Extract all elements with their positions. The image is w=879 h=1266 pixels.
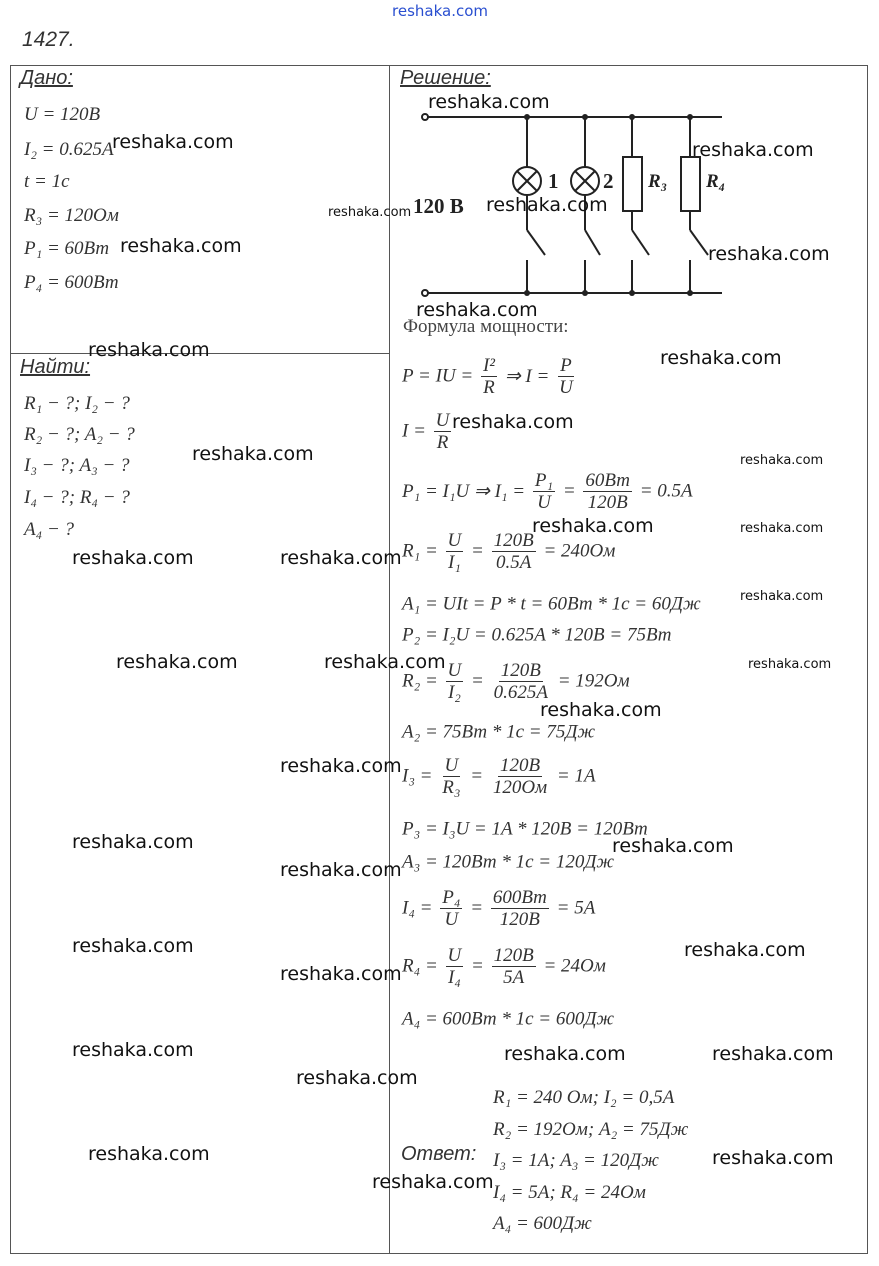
numerator: 600Вт — [492, 887, 547, 908]
fraction — [440, 887, 462, 930]
watermark: reshaka.com — [192, 443, 314, 465]
find-item: I₄ − ?; R₄ − ? — [24, 487, 130, 508]
watermark: reshaka.com — [740, 589, 824, 604]
denominator: 120В — [499, 909, 540, 930]
given-item: P₁ = 60Вт — [24, 238, 110, 259]
formula-line — [402, 818, 648, 841]
numerator: 120В — [493, 945, 534, 966]
formula-text: ⇒ I = — [500, 366, 555, 387]
formula-text: P₂ = I₂U = 0.625A * 120B = 75Вт — [402, 624, 672, 646]
formula-line — [402, 410, 454, 453]
watermark: reshaka.com — [112, 131, 234, 153]
numerator: U — [447, 530, 462, 551]
formula-text: = — [465, 765, 488, 787]
formula-line — [402, 851, 614, 874]
denominator: R — [483, 377, 495, 398]
watermark: reshaka.com — [280, 755, 402, 777]
fraction — [533, 470, 555, 513]
denominator: R₃ — [442, 777, 461, 798]
denominator: U — [444, 909, 459, 930]
fraction — [583, 470, 632, 513]
watermark: reshaka.com — [72, 547, 194, 569]
formula-text: P₁ = I₁U ⇒ I₁ = — [402, 481, 530, 502]
fraction — [446, 945, 464, 988]
watermark: reshaka.com — [612, 835, 734, 857]
find-header: Найти: — [20, 356, 91, 378]
denominator: 0.625A — [493, 682, 548, 703]
watermark: reshaka.com — [280, 547, 402, 569]
numerator: 120В — [500, 660, 541, 681]
formula-line — [402, 887, 595, 930]
formula-text: I₃ = — [402, 765, 438, 787]
given-item: t = 1c — [24, 171, 70, 192]
denominator: I₁ — [447, 552, 461, 573]
formula-text: A₁ = UIt = P * t = 60Вт * 1c = 60Дж — [402, 593, 701, 615]
numerator: U — [447, 660, 462, 681]
watermark: reshaka.com — [120, 235, 242, 257]
numerator: 120В — [499, 755, 541, 776]
formula-text: R₂ = — [402, 670, 443, 692]
voltage-label: 120 В — [413, 194, 464, 218]
formula-line — [402, 355, 578, 398]
denominator: 120Ом — [492, 777, 548, 798]
watermark: reshaka.com — [324, 651, 446, 673]
given-item: U = 120B — [24, 104, 101, 125]
denominator: U — [537, 492, 551, 513]
find-item: R₂ − ?; A₂ − ? — [24, 424, 135, 445]
denominator: I₄ — [447, 967, 461, 988]
answer-label: Ответ: — [401, 1143, 477, 1165]
given-item: I₂ = 0.625A — [24, 139, 114, 160]
denominator: 0.5A — [495, 552, 532, 573]
fraction — [492, 660, 550, 703]
numerator: P — [560, 355, 572, 376]
formula-text: = 1A — [552, 765, 596, 787]
find-item: A₄ − ? — [24, 519, 75, 540]
numerator: 120В — [493, 530, 534, 551]
formula-text: P = IU = — [402, 365, 478, 387]
formula-text: A₄ = 600Вт * 1c = 600Дж — [402, 1008, 615, 1030]
watermark: reshaka.com — [486, 194, 608, 216]
given-item: R₃ = 120Ом — [24, 205, 119, 226]
answer-item: R₁ = 240 Ом; I₂ = 0,5A — [493, 1087, 675, 1108]
formula-text: = — [558, 480, 581, 502]
formula-text: = — [465, 897, 488, 919]
watermark: reshaka.com — [708, 243, 830, 265]
fraction — [491, 887, 549, 930]
watermark: reshaka.com — [72, 831, 194, 853]
fraction — [434, 410, 452, 453]
denominator: 5A — [503, 967, 525, 988]
answer-item: I₄ = 5A; R₄ = 24Ом — [493, 1182, 646, 1203]
fraction — [481, 355, 497, 398]
watermark: reshaka.com — [328, 205, 412, 220]
site-link[interactable]: reshaka.com — [392, 2, 488, 20]
formula-text: = 5A — [551, 897, 596, 919]
formula-text: = — [466, 540, 489, 562]
r4-label: R₄ — [706, 171, 726, 192]
formula-line — [402, 624, 672, 647]
formula-title: Формула мощности: — [403, 316, 569, 337]
watermark: reshaka.com — [684, 939, 806, 961]
watermark: reshaka.com — [740, 521, 824, 536]
numerator: I² — [482, 355, 495, 376]
watermark: reshaka.com — [504, 1043, 626, 1065]
formula-line — [402, 945, 606, 988]
formula-text: R₄ = — [402, 955, 443, 977]
watermark: reshaka.com — [280, 963, 402, 985]
numerator: 60Вт — [585, 470, 630, 491]
denominator: I₂ — [447, 682, 461, 703]
formula-line — [402, 593, 701, 616]
formula-text: = 0.5A — [634, 480, 693, 502]
lamp1-label: 1 — [548, 169, 559, 193]
watermark: reshaka.com — [712, 1147, 834, 1169]
circuit-diagram — [0, 0, 879, 340]
watermark: reshaka.com — [116, 651, 238, 673]
watermark: reshaka.com — [660, 347, 782, 369]
fraction — [557, 355, 575, 398]
fraction — [492, 945, 536, 988]
denominator: U — [559, 377, 573, 398]
formula-line — [402, 1008, 614, 1031]
formula-line — [402, 755, 596, 798]
given-item: P₄ = 600Вт — [24, 272, 119, 293]
formula-line — [402, 721, 595, 744]
numerator: U — [444, 755, 459, 776]
watermark: reshaka.com — [452, 411, 574, 433]
watermark: reshaka.com — [428, 91, 550, 113]
numerator: P₄ — [442, 887, 461, 908]
r3-label: R₃ — [648, 171, 668, 192]
watermark: reshaka.com — [540, 699, 662, 721]
find-item: R₁ − ?; I₂ − ? — [24, 393, 130, 414]
formula-text: R₁ = — [402, 540, 443, 562]
formula-text: A₃ = 120Вт * 1c = 120Дж — [402, 851, 615, 873]
numerator: U — [435, 410, 450, 431]
watermark: reshaka.com — [416, 299, 538, 321]
formula-text: = 240Ом — [538, 540, 616, 562]
watermark: reshaka.com — [72, 1039, 194, 1061]
watermark: reshaka.com — [372, 1171, 494, 1193]
watermark: reshaka.com — [88, 1143, 210, 1165]
problem-number: 1427. — [22, 28, 75, 51]
fraction — [446, 660, 464, 703]
formula-text: I₄ = — [402, 897, 438, 919]
answer-item: R₂ = 192Ом; A₂ = 75Дж — [493, 1119, 689, 1140]
fraction — [492, 530, 536, 573]
formula-text: P₃ = I₃U = 1A * 120B = 120Вт — [402, 818, 648, 840]
denominator: R — [436, 432, 449, 453]
watermark: reshaka.com — [532, 515, 654, 537]
watermark: reshaka.com — [740, 453, 824, 468]
formula-text: = — [466, 670, 489, 692]
given-header: Дано: — [20, 67, 73, 89]
watermark: reshaka.com — [712, 1043, 834, 1065]
watermark: reshaka.com — [296, 1067, 418, 1089]
formula-line — [402, 470, 693, 513]
watermark: reshaka.com — [748, 657, 832, 672]
fraction — [491, 755, 549, 798]
formula-text: A₂ = 75Вт * 1c = 75Дж — [402, 721, 596, 743]
lamp2-label: 2 — [603, 169, 614, 193]
watermark: reshaka.com — [88, 339, 210, 361]
watermark: reshaka.com — [72, 935, 194, 957]
fraction — [440, 755, 462, 798]
formula-text: = 24Ом — [538, 955, 606, 977]
formula-text: = 192Ом — [552, 670, 630, 692]
numerator: P₁ — [534, 470, 554, 491]
find-item: I₃ − ?; A₃ − ? — [24, 455, 130, 476]
answer-item: I₃ = 1A; A₃ = 120Дж — [493, 1150, 659, 1171]
denominator: 120В — [587, 492, 628, 513]
formula-text: I = — [402, 420, 431, 442]
answer-item: A₄ = 600Дж — [493, 1213, 592, 1234]
solution-header: Решение: — [400, 67, 491, 89]
numerator: U — [447, 945, 462, 966]
watermark: reshaka.com — [280, 859, 402, 881]
watermark: reshaka.com — [692, 139, 814, 161]
fraction — [446, 530, 464, 573]
formula-text: = — [466, 955, 489, 977]
